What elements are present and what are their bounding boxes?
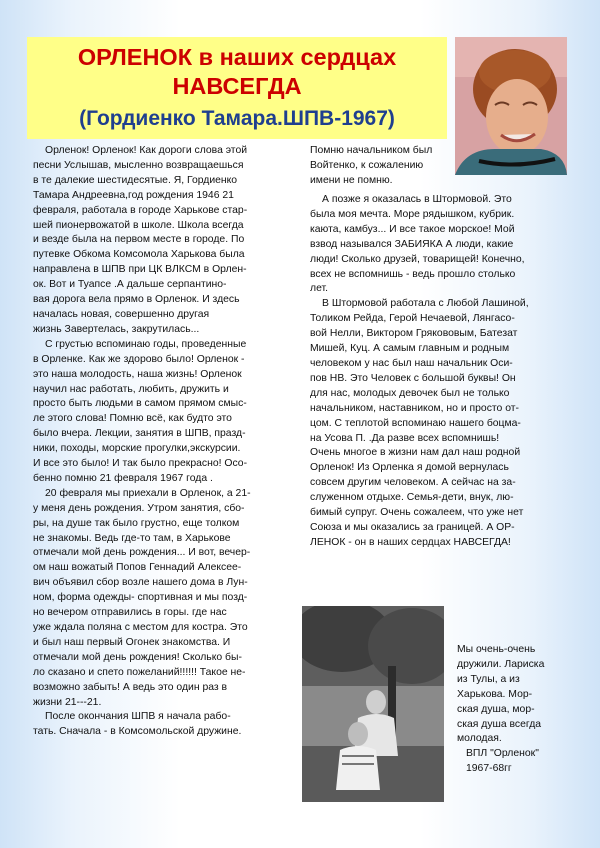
text-line: в Орленке. Как же здорово было! Орленок -	[33, 353, 245, 365]
text-line: ры, на душе так было грустно, еще толком	[33, 517, 240, 529]
text-line: После окончания ШПВ я начала рабо-	[45, 711, 231, 723]
text-line: имени не помню.	[310, 174, 393, 186]
text-line: цом. С теплотой вспоминаю нашего боцма-	[310, 417, 521, 429]
left-article-column	[33, 144, 305, 740]
text-line: это наша молодость, наша жизнь! Орленок	[33, 368, 242, 380]
text-line: ники, походы, морские прогулки,экскурсии.	[33, 443, 241, 455]
caption-line: ВПЛ "Орленок"	[466, 748, 539, 760]
old-group-photo	[302, 606, 444, 802]
text-line: было вчера. Лекции, занятия в ШПВ, празд-	[33, 428, 246, 440]
text-line: февраля, работала в городе Харькове стар-	[33, 204, 248, 216]
text-line: Тамара Андреевна,год рождения 1946 21	[33, 189, 234, 201]
text-line: взвод назывался ЗАБИЯКА А люди, какие	[310, 238, 514, 250]
author-portrait-drawing	[455, 37, 567, 175]
text-line: путевке Обкома Комсомола Харькова была	[33, 249, 245, 261]
text-line: лет.	[310, 283, 328, 295]
text-line: жизнь Завертелась, закрутилась...	[33, 323, 200, 335]
caption-line: ская душа всегда	[457, 718, 542, 730]
paragraph	[310, 193, 572, 297]
text-line: началась новая, совершенно другая	[33, 308, 210, 320]
caption-line: молодая.	[457, 733, 502, 745]
text-line: жизни 21---21.	[33, 696, 102, 708]
paragraph	[310, 297, 572, 550]
paragraph	[33, 710, 305, 740]
text-line: бенно помню 21 февраля 1967 года .	[33, 472, 213, 484]
old-photo-drawing	[302, 606, 444, 802]
text-line: для нас, молодых девочек был не только	[310, 387, 510, 399]
text-line: ло сказано и спето пожеланий!!!!!! Такое не-	[33, 666, 246, 678]
text-line: Очень многое в жизни нам дал наш родной	[310, 447, 521, 459]
text-line: но вечером отправились в горы. где нас	[33, 607, 227, 619]
text-line: на Усова П. .Да разве всех вспомнишь!	[310, 432, 500, 444]
text-line: научил нас работать, любить, дружить и	[33, 383, 229, 395]
text-line: И все это было! И так было прекрасно! Осо-	[33, 458, 248, 470]
caption-line: Мы очень-очень	[457, 644, 536, 655]
text-line: не знакомы. Ведь где-то там, в Харькове	[33, 532, 231, 544]
author-portrait-photo	[455, 37, 567, 175]
text-line: Толиком Рейда, Герой Нечаевой, Лянгасо-	[310, 313, 515, 325]
text-line: человеком у нас был наш начальник Оси-	[310, 357, 513, 369]
text-line: отмечали мой день рождения! Сколько бы-	[33, 651, 242, 663]
text-line: совсем другим человеком. А сейчас на за-	[310, 477, 516, 489]
text-line: тать. Сначала - в Комсомольской дружине.	[33, 726, 242, 738]
text-line: вая дорога вела прямо в Орленок. И здесь	[33, 294, 240, 306]
text-line: отмечали мой день рождения... И вот, вечер-	[33, 547, 251, 559]
text-line: в те далекие шестидесятые. Я, Гордиенко	[33, 174, 238, 186]
text-line: люди! Сколько друзей, товарищей! Конечно,	[310, 253, 525, 265]
caption-line: 1967-68гг	[466, 763, 512, 775]
right-top-note	[310, 144, 452, 189]
text-line: просто быть людьми в самом прямом смыс-	[33, 398, 247, 410]
text-line: шей пионервожатой в школе. Школа всегда	[33, 219, 244, 231]
text-line: Орленок! Из Орленка я домой вернулась	[310, 462, 509, 474]
title-line-2: НАВСЕГДА	[172, 73, 302, 99]
text-line: начальником, наставником, но и просто от-	[310, 402, 519, 414]
caption-line: дружили. Лариска	[457, 658, 545, 670]
subtitle: (Гордиенко Тамара.ШПВ-1967)	[79, 107, 395, 130]
text-line: ЛЕНОК - он в наших сердцах НАВСЕГДА!	[310, 536, 511, 548]
text-line: Войтенко, к сожалению	[310, 159, 424, 171]
text-line: и был наш первый Огонек знакомства. И	[33, 636, 231, 648]
text-line: Помню начальником был	[310, 145, 433, 156]
text-line: пов НВ. Это Человек с большой буквы! Он	[310, 372, 516, 384]
text-line: у меня день рождения. Утром занятия, сбо-	[33, 502, 245, 514]
text-line: направлена в ШПВ при ЦК ВЛКСМ в Орлен-	[33, 264, 247, 276]
text-line: всех не вспомнишь - ведь прошло столько	[310, 268, 516, 280]
text-line: служенном отдыхе. Семья-дети, внук, лю-	[310, 492, 514, 504]
text-line: ом наш вожатый Попов Геннадий Алексее-	[33, 562, 242, 574]
text-line: уже ждала поляна с местом для костра. Это	[33, 622, 248, 633]
title-line-1: ОРЛЕНОК в наших сердцах	[77, 44, 397, 70]
text-line: вой Нелли, Виктором Грякововым, Батезат	[310, 328, 518, 340]
paragraph	[33, 338, 305, 487]
photo-caption	[457, 643, 587, 777]
text-line: и везде была на первом месте в городе. По	[33, 234, 245, 246]
text-line: вич объявил сбор возле нашего дома в Лун-	[33, 577, 248, 589]
text-line: Орленок! Орленок! Как дороги слова этой	[45, 145, 248, 156]
text-line: ном, форма одежды- спортивная и мы позд-	[33, 592, 248, 604]
text-line: С грустью вспоминаю годы, проведенные	[45, 338, 247, 350]
text-line: В Штормовой работала с Любой Лашиной,	[322, 298, 529, 310]
text-line: возможно забыть! А ведь это один раз в	[33, 681, 228, 693]
text-line: А позже я оказалась в Штормовой. Это	[322, 194, 512, 205]
text-line: песни Услышав, мысленно возвращаешься	[33, 159, 244, 171]
text-line: ок. Вот и Туапсе .А дальше серпантино-	[33, 279, 227, 291]
text-line: каюта, камбуз... И все такое морское! Мой	[310, 223, 515, 235]
text-line: бимый супруг. Очень сожалеем, что уже нет	[310, 507, 524, 519]
right-article-column	[310, 193, 572, 551]
text-line: ле этого слова! Помню всё, как будто это	[33, 413, 232, 425]
text-line: была моя мечта. Море рядышком, кубрик.	[310, 208, 515, 220]
paragraph	[33, 144, 305, 338]
caption-line: из Тулы, а из	[457, 673, 520, 685]
text-line: Союза и мы оказались за границей. А ОР-	[310, 521, 515, 533]
title-box	[27, 37, 447, 139]
text-line: 20 февраля мы приехали в Орленок, а 21-	[45, 487, 251, 499]
caption-line: Харькова. Мор-	[457, 688, 533, 700]
caption-line: ская душа, мор-	[457, 703, 535, 715]
paragraph	[33, 487, 305, 711]
text-line: Мишей, Куц. А самым главным и родным	[310, 343, 510, 355]
